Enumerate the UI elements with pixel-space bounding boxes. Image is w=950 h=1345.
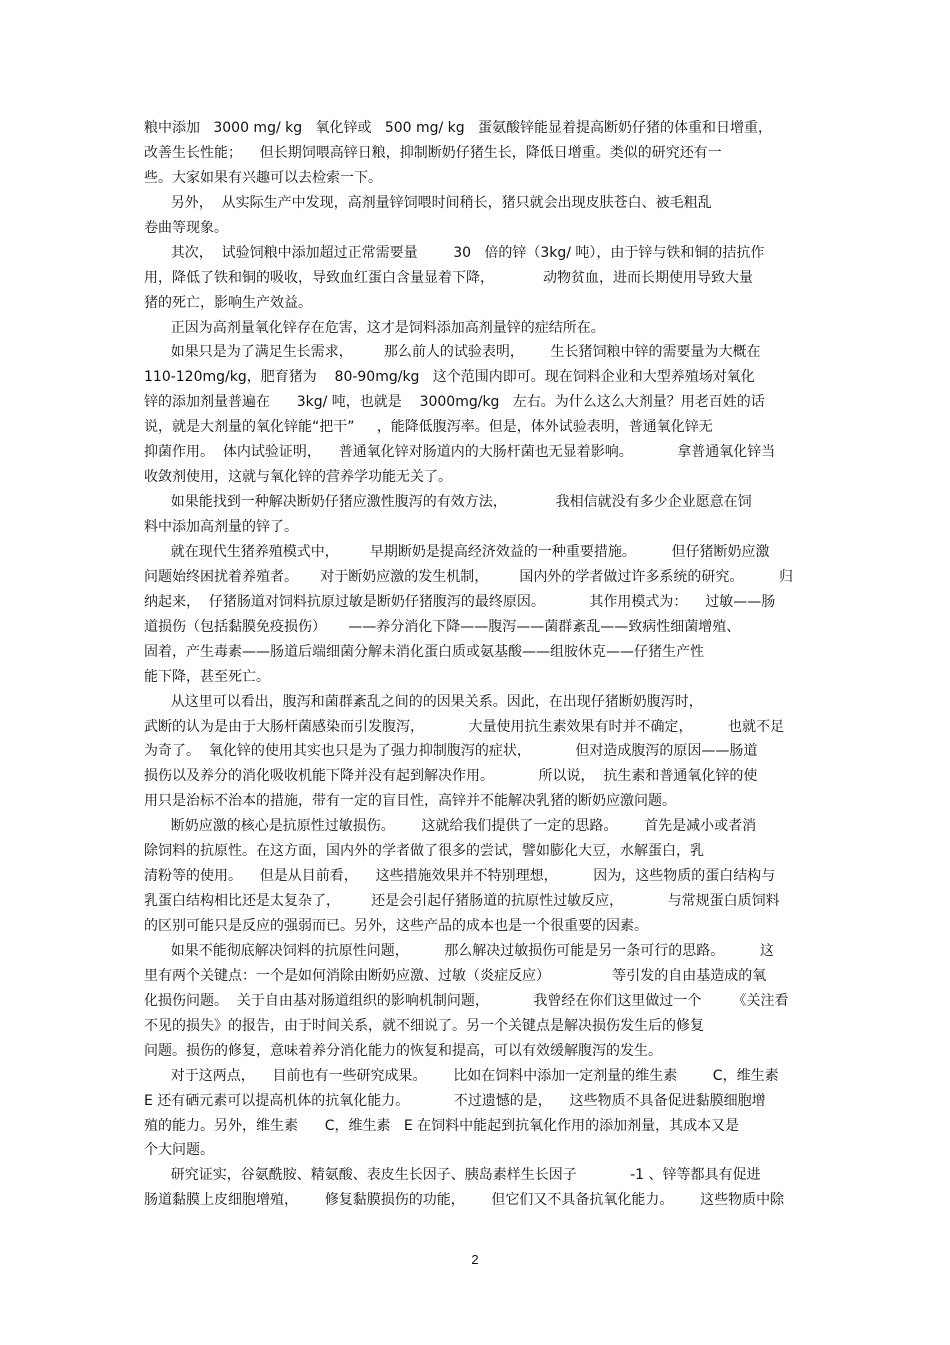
body-text [144, 116, 810, 1213]
text-line: 料中添加高剂量的锌了。 [144, 519, 298, 535]
text-line: 损伤以及养分的消化吸收机能下降并没有起到解决作用。 所以说， 抗生素和普通氧化锌的使 [144, 768, 758, 785]
text-line: 用，降低了铁和铜的吸收，导致血红蛋白含量显着下降， 动物贫血，进而长期使用导致大量 [144, 269, 753, 286]
text-line: 抑菌作用。 体内试验证明， 普通氧化锌对肠道内的大肠杆菌也无显着影响。 拿普通氧化锌当 [144, 444, 776, 461]
text-line: 从这里可以看出，腹泻和菌群紊乱之间的的因果关系。因此，在出现仔猪断奶腹泻时， [144, 693, 703, 710]
text-line: 粮中添加 3000 mg/ kg 氧化锌或 500 mg/ kg 蛋氨酸锌能显着提高断奶仔猪的体重和日增重， [144, 120, 773, 136]
text-line: 问题。损伤的修复，意味着养分消化能力的恢复和提高，可以有效缓解腹泻的发生。 [144, 1042, 662, 1059]
text-line: 不见的损失》的报告，由于时间关系，就不细说了。另一个关键点是解决损伤发生后的修复 [144, 1017, 704, 1034]
text-line: 为奇了。 氧化锌的使用其实也只是为了强力抑制腹泻的症状， 但对造成腹泻的原因——肠道 [144, 743, 758, 760]
text-line: 正因为高剂量氧化锌存在危害，这才是饲料添加高剂量锌的症结所在。 [144, 319, 605, 336]
text-line: 改善生长性能； 但长期饲喂高锌日粮，抑制断奶仔猪生长，降低日增重。类似的研究还有一 [144, 144, 722, 161]
text-line: 就在现代生猪养殖模式中， 早期断奶是提高经济效益的一种重要措施。 但仔猪断奶应激 [144, 543, 770, 560]
text-line: 乳蛋白结构相比还是太复杂了， 还是会引起仔猪肠道的抗原性过敏反应， 与常规蛋白质饲料 [144, 893, 780, 910]
text-line: 清粉等的使用。 但是从目前看， 这些措施效果并不特别理想， 因为，这些物质的蛋白结构与 [144, 868, 776, 885]
text-line: 锌的添加剂量普遍在 3kg/ 吨，也就是 3000mg/kg 左右。为什么这么大剂量？用老百姓的话 [144, 394, 765, 411]
text-line: 问题始终困扰着养殖者。 对于断奶应激的发生机制， 国内外的学者做过许多系统的研究。 归 [144, 568, 794, 585]
text-line: 殖的能力。另外，维生素 C，维生素 E 在饲料中能起到抗氧化作用的添加剂量，其成本又是 [144, 1117, 740, 1134]
text-line: 猪的死亡，影响生产效益。 [144, 294, 312, 311]
text-line: 如果能找到一种解决断奶仔猪应激性腹泻的有效方法， 我相信就没有多少企业愿意在饲 [144, 494, 752, 511]
text-line: 能下降，甚至死亡。 [144, 668, 270, 685]
text-line: 些。大家如果有兴趣可以去检索一下。 [144, 169, 382, 186]
text-line: 用只是治标不治本的措施，带有一定的盲目性，高锌并不能解决乳猪的断奶应激问题。 [144, 793, 676, 810]
text-line: 里有两个关键点：一个是如何消除由断奶应激、过敏（炎症反应） 等引发的自由基造成的氧 [144, 967, 767, 984]
text-line: 卷曲等现象。 [144, 219, 228, 236]
text-line: 的区别可能只是反应的强弱而已。另外，这些产品的成本也是一个很重要的因素。 [144, 918, 648, 934]
text-line: 断奶应激的核心是抗原性过敏损伤。 这就给我们提供了一定的思路。 首先是减小或者消 [144, 818, 757, 835]
text-line: 个大问题。 [144, 1142, 214, 1159]
text-line: 说，就是大剂量的氧化锌能“把干” ，能降低腹泻率。但是，体外试验表明，普通氧化锌无 [144, 419, 713, 436]
text-line: 另外， 从实际生产中发现，高剂量锌饲喂时间稍长，猪只就会出现皮肤苍白、被毛粗乱 [144, 194, 712, 211]
text-line: 纳起来， 仔猪肠道对饲料抗原过敏是断奶仔猪腹泻的最终原因。 其作用模式为： 过敏——肠 [144, 593, 776, 610]
text-line: 对于这两点， 目前也有一些研究成果。 比如在饲料中添加一定剂量的维生素 C，维生素 [144, 1067, 779, 1084]
text-line: 收敛剂使用，这就与氧化锌的营养学功能无关了。 [144, 469, 452, 486]
page-number: 2 [471, 1252, 479, 1267]
text-line: 肠道黏膜上皮细胞增殖， 修复黏膜损伤的功能， 但它们又不具备抗氧化能力。 这些物质中除 [144, 1192, 785, 1209]
text-line: 武断的认为是由于大肠杆菌感染而引发腹泻， 大量使用抗生素效果有时并不确定， 也就不足 [144, 718, 785, 735]
text-line: 如果只是为了满足生长需求， 那么前人的试验表明， 生长猪饲粮中锌的需要量为大概在 [144, 344, 761, 361]
text-line: 110-120mg/kg，肥育猪为 80-90mg/kg 这个范围内即可。现在饲料企业和大型养殖场对氧化 [144, 369, 755, 386]
text-line: 除饲料的抗原性。在这方面，国内外的学者做了很多的尝试，譬如膨化大豆，水解蛋白，乳 [144, 843, 704, 860]
text-line: 化损伤问题。 关于自由基对肠道组织的影响机制问题， 我曾经在你们这里做过一个 《关注看 [144, 992, 789, 1009]
text-line: 研究证实，谷氨酰胺、精氨酸、表皮生长因子、胰岛素样生长因子 -1 、锌等都具有促进 [144, 1167, 761, 1184]
text-line: 道损伤（包括黏膜免疫损伤） ——养分消化下降——腹泻——菌群紊乱——致病性细菌增殖、 [144, 618, 741, 635]
text-line: 固着，产生毒素——肠道后端细菌分解未消化蛋白质或氨基酸——组胺休克——仔猪生产性 [144, 643, 704, 660]
text-line: 其次， 试验饲粮中添加超过正常需要量 30 倍的锌（3kg/ 吨），由于锌与铁和铜的拮抗作 [144, 244, 765, 261]
text-line: 如果不能彻底解决饲料的抗原性问题， 那么解决过敏损伤可能是另一条可行的思路。 这 [144, 942, 774, 959]
text-line: E 还有硒元素可以提高机体的抗氧化能力。 不过遗憾的是， 这些物质不具备促进黏膜细胞增 [144, 1092, 766, 1109]
